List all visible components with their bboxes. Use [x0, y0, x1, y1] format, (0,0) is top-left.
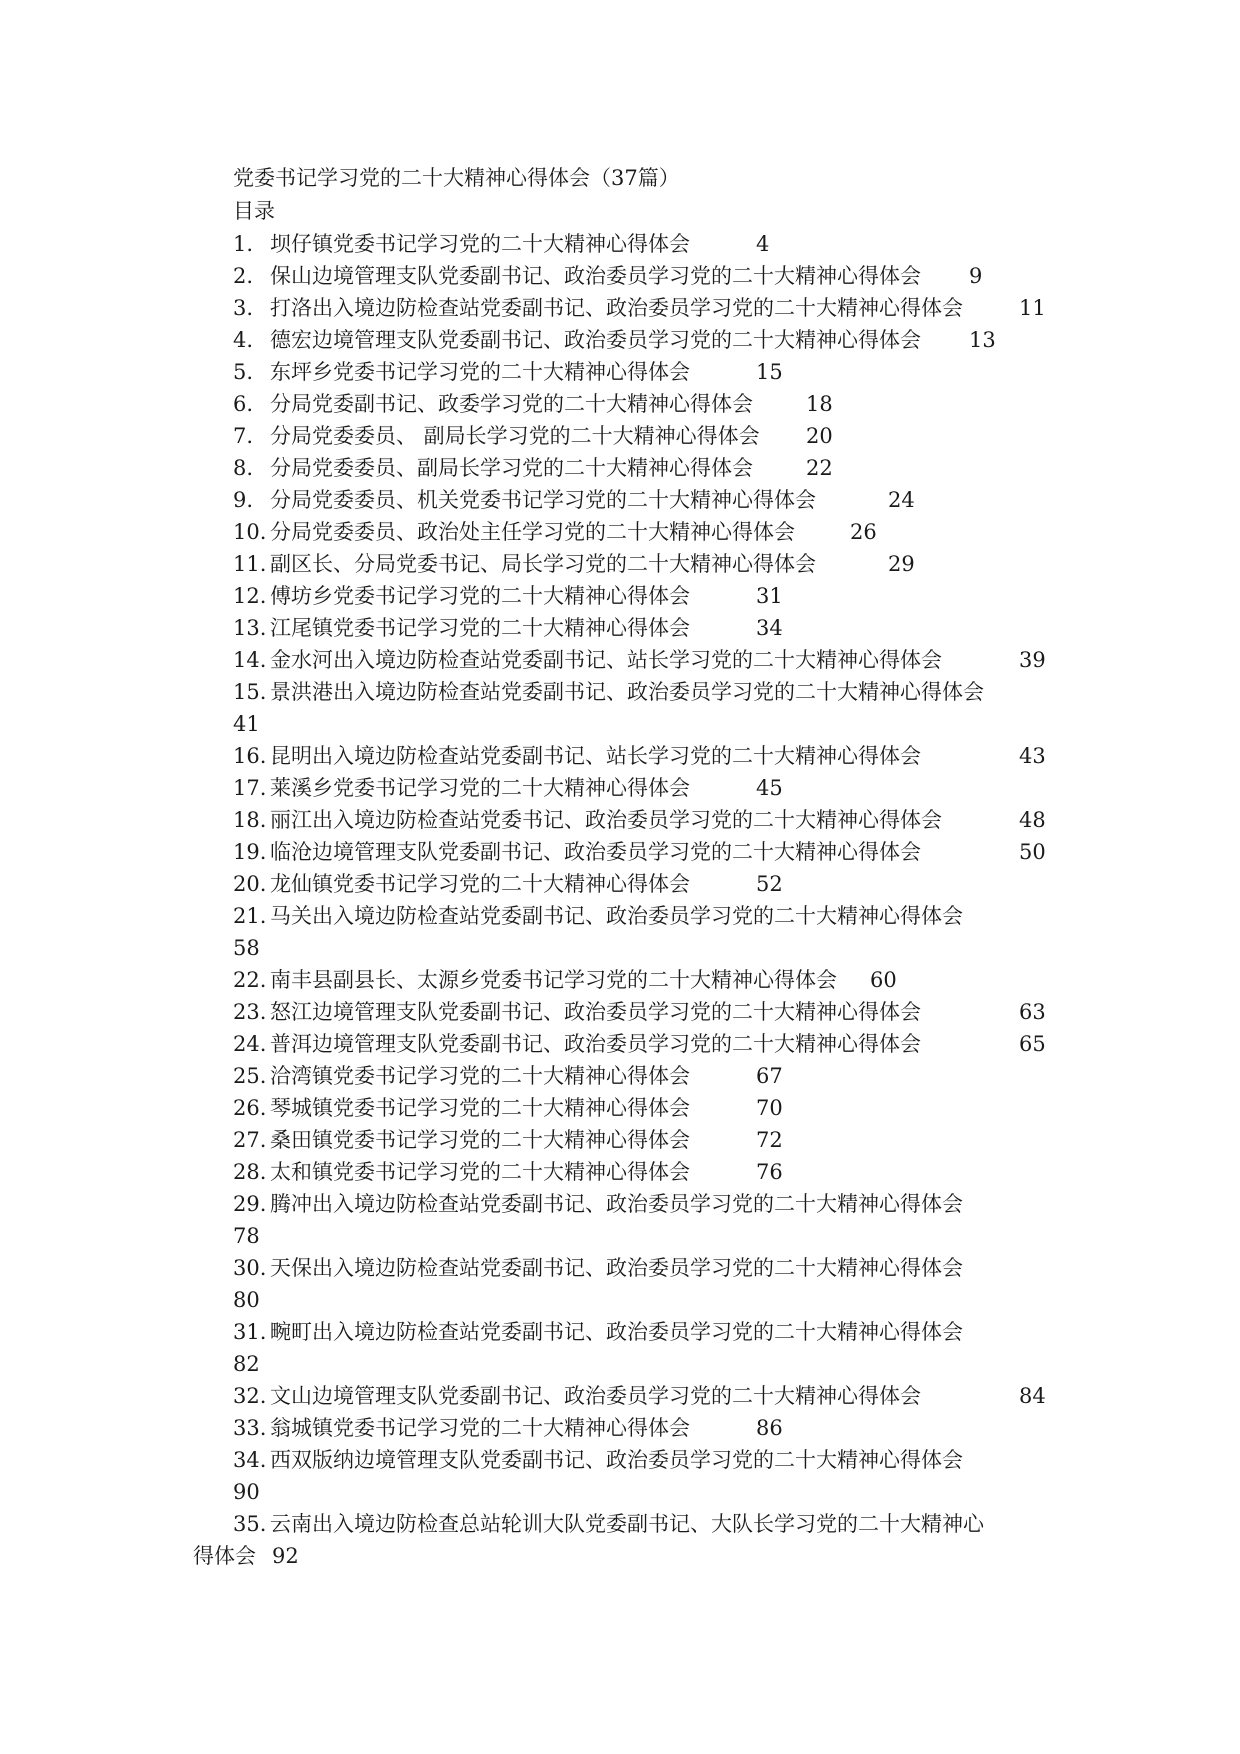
toc-entry-title: 分局党委委员、政治处主任学习党的二十大精神心得体会: [270, 520, 795, 544]
toc-entry-page: 9: [969, 264, 983, 288]
toc-entry[interactable]: [0, 868, 1240, 900]
toc-entry[interactable]: [0, 420, 1240, 452]
toc-entry-page: 63: [1019, 1000, 1046, 1024]
toc-entry-title: 坝仔镇党委书记学习党的二十大精神心得体会: [270, 232, 690, 256]
toc-entry-title: 洽湾镇党委书记学习党的二十大精神心得体会: [270, 1064, 690, 1088]
toc-entry-number: 2.: [233, 264, 254, 288]
toc-entry-page: 86: [756, 1416, 783, 1440]
toc-entry[interactable]: [0, 1316, 1240, 1380]
toc-entry-page: 43: [1019, 744, 1046, 768]
toc-heading: 目录: [233, 199, 275, 223]
toc-entry[interactable]: [0, 356, 1240, 388]
toc-entry-page: 15: [756, 360, 783, 384]
toc-entry-number: 30.: [233, 1256, 267, 1280]
toc-entry-title: 太和镇党委书记学习党的二十大精神心得体会: [270, 1160, 690, 1184]
toc-entry-number: 13.: [233, 616, 267, 640]
toc-entry-number: 29.: [233, 1192, 267, 1216]
toc-entry-title: 西双版纳边境管理支队党委副书记、政治委员学习党的二十大精神心得体会: [270, 1448, 963, 1472]
toc-entry-number: 20.: [233, 872, 267, 896]
toc-entry-number: 9.: [233, 488, 254, 512]
toc-entry-page: 72: [756, 1128, 783, 1152]
toc-entry-page: 48: [1019, 808, 1046, 832]
toc-entry-title: 分局党委副书记、政委学习党的二十大精神心得体会: [270, 392, 753, 416]
toc-entry-number: 21.: [233, 904, 267, 928]
toc-entry-number: 33.: [233, 1416, 267, 1440]
toc-entry[interactable]: [0, 644, 1240, 676]
toc-entry[interactable]: [0, 548, 1240, 580]
toc-entry-number: 11.: [233, 552, 267, 576]
toc-entry-number: 19.: [233, 840, 267, 864]
toc-entry-number: 8.: [233, 456, 254, 480]
toc-entry-title: 马关出入境边防检查站党委副书记、政治委员学习党的二十大精神心得体会: [270, 904, 963, 928]
toc-entry[interactable]: [0, 1060, 1240, 1092]
toc-entry-title: 莱溪乡党委书记学习党的二十大精神心得体会: [270, 776, 690, 800]
toc-entry[interactable]: [0, 1092, 1240, 1124]
toc-entry[interactable]: [0, 804, 1240, 836]
toc-entry-page: 31: [756, 584, 783, 608]
toc-entry-number: 24.: [233, 1032, 267, 1056]
toc-entry-title: 分局党委委员、副局长学习党的二十大精神心得体会: [270, 456, 753, 480]
toc-entry-title: 桑田镇党委书记学习党的二十大精神心得体会: [270, 1128, 690, 1152]
toc-entry-title: 保山边境管理支队党委副书记、政治委员学习党的二十大精神心得体会: [270, 264, 921, 288]
toc-entry-page: 58: [233, 936, 260, 960]
toc-entry-title: 腾冲出入境边防检查站党委副书记、政治委员学习党的二十大精神心得体会: [270, 1192, 963, 1216]
toc-entry-page: 92: [272, 1544, 299, 1568]
toc-entry-page: 41: [233, 712, 260, 736]
toc-entry[interactable]: [0, 1444, 1240, 1508]
toc-entry-title: 景洪港出入境边防检查站党委副书记、政治委员学习党的二十大精神心得体会: [270, 680, 984, 704]
toc-entry[interactable]: [0, 452, 1240, 484]
toc-entry-page: 24: [888, 488, 915, 512]
document-title: 党委书记学习党的二十大精神心得体会（37篇）: [233, 166, 680, 190]
toc-entry-title: 龙仙镇党委书记学习党的二十大精神心得体会: [270, 872, 690, 896]
toc-entry-number: 18.: [233, 808, 267, 832]
toc-entry[interactable]: [0, 1380, 1240, 1412]
toc-entry-number: 35.: [233, 1512, 267, 1536]
toc-entry-title: 傅坊乡党委书记学习党的二十大精神心得体会: [270, 584, 690, 608]
toc-entry-page: 60: [870, 968, 897, 992]
toc-entry[interactable]: [0, 484, 1240, 516]
toc-entry-number: 14.: [233, 648, 267, 672]
toc-entry[interactable]: [0, 516, 1240, 548]
toc-entry-number: 31.: [233, 1320, 267, 1344]
toc-entry[interactable]: [0, 996, 1240, 1028]
toc-entry-page: 13: [969, 328, 996, 352]
toc-entry[interactable]: [0, 1508, 1240, 1572]
toc-entry[interactable]: [0, 228, 1240, 260]
toc-entry-title: 云南出入境边防检查总站轮训大队党委副书记、大队长学习党的二十大精神心: [270, 1512, 984, 1536]
toc-entry[interactable]: [0, 580, 1240, 612]
toc-entry-page: 76: [756, 1160, 783, 1184]
toc-entry-number: 1.: [233, 232, 254, 256]
toc-entry[interactable]: [0, 1028, 1240, 1060]
toc-entry-page: 39: [1019, 648, 1046, 672]
toc-entry-title: 金水河出入境边防检查站党委副书记、站长学习党的二十大精神心得体会: [270, 648, 942, 672]
toc-entry[interactable]: [0, 772, 1240, 804]
toc-entry-title: 南丰县副县长、太源乡党委书记学习党的二十大精神心得体会: [270, 968, 837, 992]
toc-entry-page: 70: [756, 1096, 783, 1120]
toc-entry-page: 80: [233, 1288, 260, 1312]
toc-entry-number: 27.: [233, 1128, 267, 1152]
toc-entry[interactable]: [0, 260, 1240, 292]
toc-entry-number: 23.: [233, 1000, 267, 1024]
toc-entry[interactable]: [0, 324, 1240, 356]
toc-entry-page: 4: [756, 232, 770, 256]
toc-entry-page: 65: [1019, 1032, 1046, 1056]
toc-entry-page: 90: [233, 1480, 260, 1504]
toc-entry-title: 畹町出入境边防检查站党委副书记、政治委员学习党的二十大精神心得体会: [270, 1320, 963, 1344]
toc-entry-number: 25.: [233, 1064, 267, 1088]
toc-entry-number: 16.: [233, 744, 267, 768]
toc-entry-number: 3.: [233, 296, 254, 320]
toc-entry[interactable]: [0, 1412, 1240, 1444]
toc-entry[interactable]: [0, 388, 1240, 420]
toc-entry-title: 东坪乡党委书记学习党的二十大精神心得体会: [270, 360, 690, 384]
toc-entry-page: 50: [1019, 840, 1046, 864]
toc-entry-title: 德宏边境管理支队党委副书记、政治委员学习党的二十大精神心得体会: [270, 328, 921, 352]
toc-entry-title: 昆明出入境边防检查站党委副书记、站长学习党的二十大精神心得体会: [270, 744, 921, 768]
toc-entry-number: 17.: [233, 776, 267, 800]
table-of-contents: [0, 228, 1240, 1572]
toc-entry-number: 32.: [233, 1384, 267, 1408]
toc-entry[interactable]: [0, 1252, 1240, 1316]
toc-entry-number: 12.: [233, 584, 267, 608]
toc-entry-page: 26: [850, 520, 877, 544]
toc-entry-title: 副区长、分局党委书记、局长学习党的二十大精神心得体会: [270, 552, 816, 576]
toc-entry-number: 34.: [233, 1448, 267, 1472]
toc-entry-title: 江尾镇党委书记学习党的二十大精神心得体会: [270, 616, 690, 640]
toc-entry-page: 78: [233, 1224, 260, 1248]
toc-entry-title: 普洱边境管理支队党委副书记、政治委员学习党的二十大精神心得体会: [270, 1032, 921, 1056]
toc-entry[interactable]: [0, 900, 1240, 964]
toc-entry-number: 6.: [233, 392, 254, 416]
toc-entry-title: 怒江边境管理支队党委副书记、政治委员学习党的二十大精神心得体会: [270, 1000, 921, 1024]
toc-entry-page: 18: [806, 392, 833, 416]
toc-entry-title: 分局党委委员、机关党委书记学习党的二十大精神心得体会: [270, 488, 816, 512]
toc-entry[interactable]: [0, 1188, 1240, 1252]
toc-entry-title: 琴城镇党委书记学习党的二十大精神心得体会: [270, 1096, 690, 1120]
toc-entry-page: 84: [1019, 1384, 1046, 1408]
toc-entry-page: 11: [1019, 296, 1046, 320]
toc-entry[interactable]: [0, 292, 1240, 324]
toc-entry-page: 34: [756, 616, 783, 640]
toc-entry-page: 22: [806, 456, 833, 480]
toc-entry-page: 20: [806, 424, 833, 448]
toc-entry-title: 翁城镇党委书记学习党的二十大精神心得体会: [270, 1416, 690, 1440]
toc-entry-title: 文山边境管理支队党委副书记、政治委员学习党的二十大精神心得体会: [270, 1384, 921, 1408]
toc-entry-title: 临沧边境管理支队党委副书记、政治委员学习党的二十大精神心得体会: [270, 840, 921, 864]
toc-entry-title: 丽江出入境边防检查站党委书记、政治委员学习党的二十大精神心得体会: [270, 808, 942, 832]
toc-entry[interactable]: [0, 1124, 1240, 1156]
toc-entry-number: 4.: [233, 328, 254, 352]
toc-entry-number: 26.: [233, 1096, 267, 1120]
toc-entry-page: 67: [756, 1064, 783, 1088]
toc-entry-number: 10.: [233, 520, 267, 544]
toc-entry-title: 天保出入境边防检查站党委副书记、政治委员学习党的二十大精神心得体会: [270, 1256, 963, 1280]
toc-entry[interactable]: [0, 836, 1240, 868]
toc-entry-number: 7.: [233, 424, 254, 448]
toc-entry[interactable]: [0, 612, 1240, 644]
toc-entry-page: 45: [756, 776, 783, 800]
toc-entry[interactable]: [0, 964, 1240, 996]
toc-entry-title: 分局党委委员、 副局长学习党的二十大精神心得体会: [270, 424, 760, 448]
toc-entry-page: 29: [888, 552, 915, 576]
toc-entry-number: 15.: [233, 680, 267, 704]
toc-entry[interactable]: [0, 1156, 1240, 1188]
toc-entry[interactable]: [0, 740, 1240, 772]
toc-entry-page: 52: [756, 872, 783, 896]
toc-entry-number: 5.: [233, 360, 254, 384]
toc-entry-title: 打洛出入境边防检查站党委副书记、政治委员学习党的二十大精神心得体会: [270, 296, 963, 320]
toc-entry[interactable]: [0, 676, 1240, 740]
toc-entry-number: 28.: [233, 1160, 267, 1184]
toc-entry-title-continued: 得体会: [193, 1544, 256, 1568]
toc-entry-page: 82: [233, 1352, 260, 1376]
toc-entry-number: 22.: [233, 968, 267, 992]
